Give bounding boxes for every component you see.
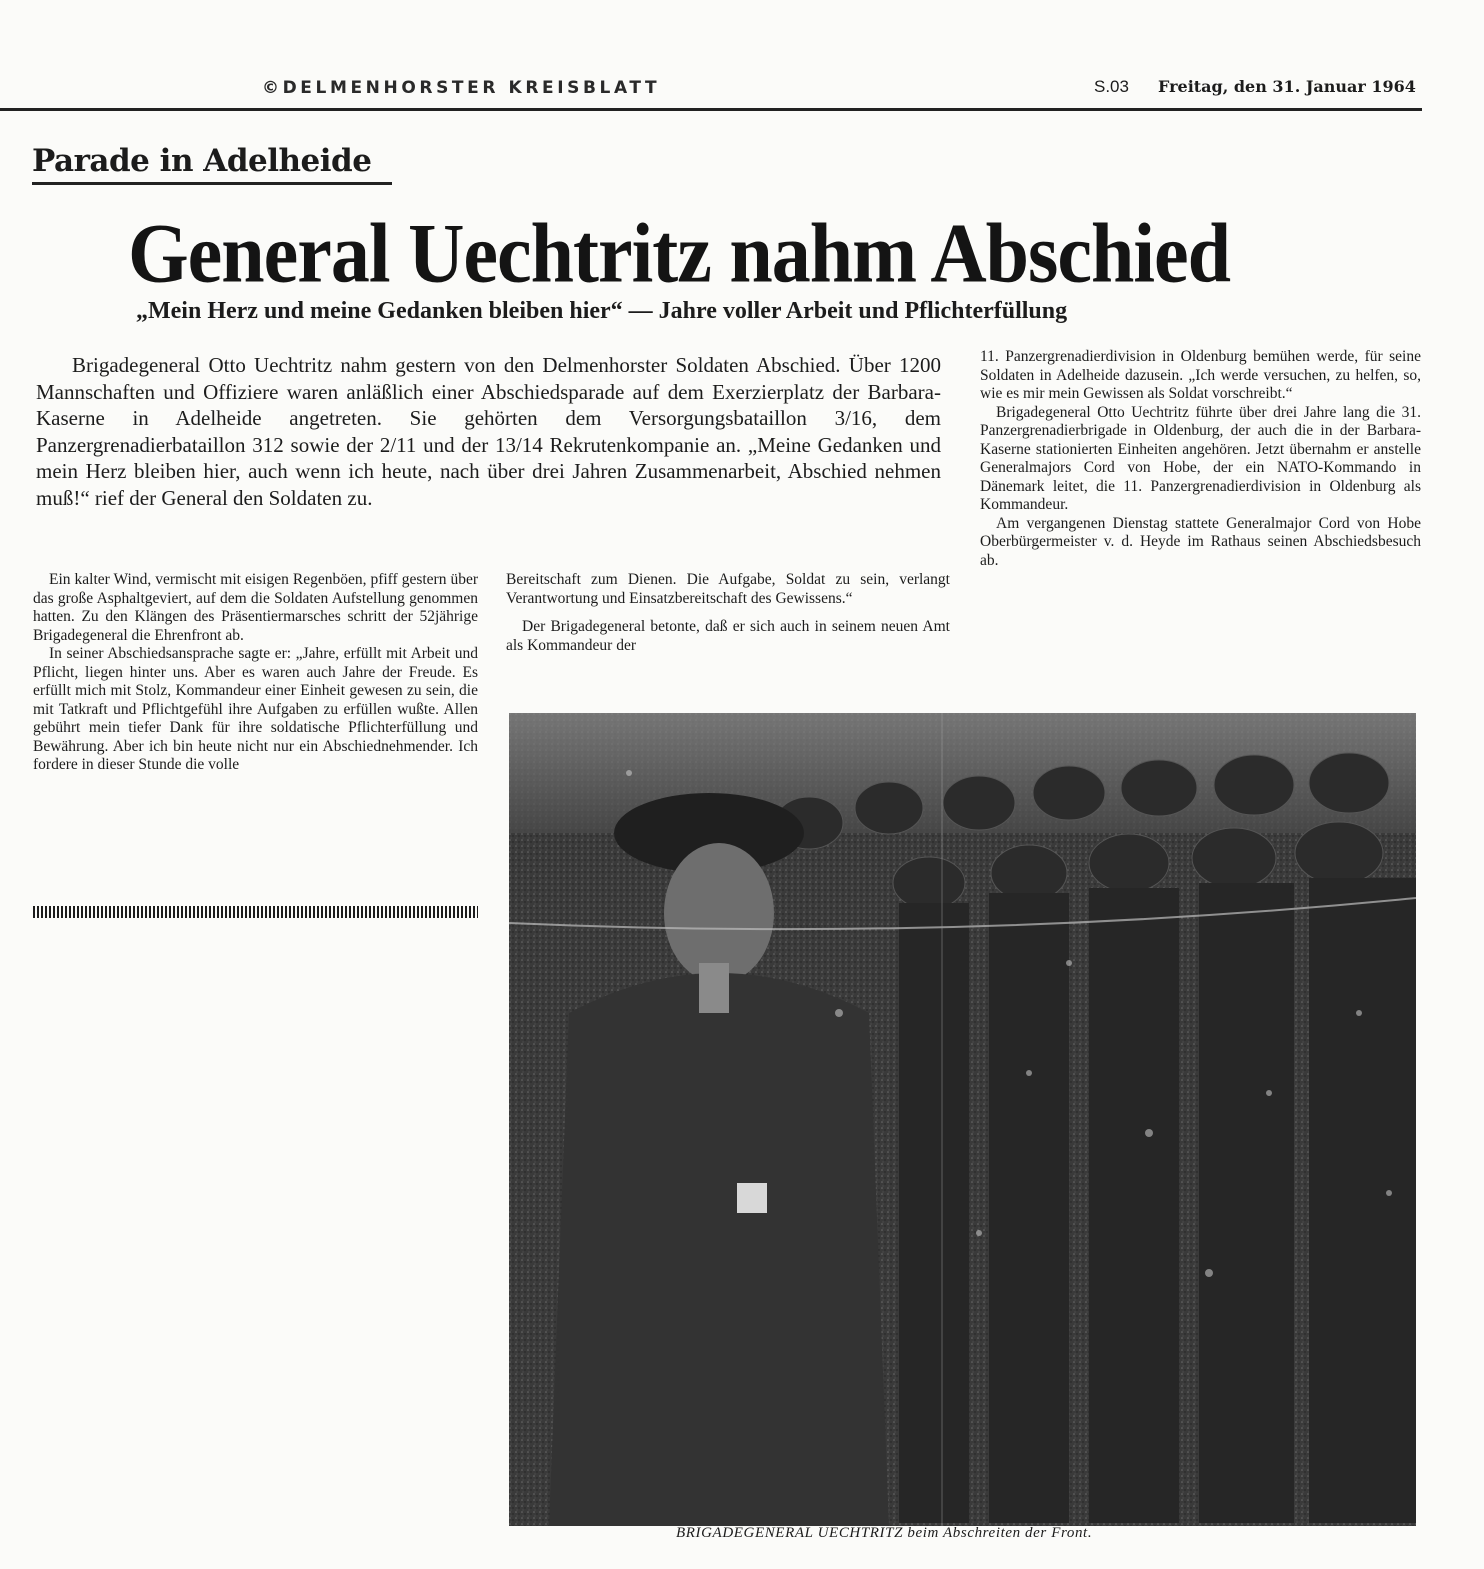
paragraph: In seiner Abschiedsansprache sagte er: „Jahre, erfüllt mit Arbeit und Pflicht, liegen hinter uns. Aber es waren auch Jahre der Freude. Es erfüllt mich mit Stolz, Kommandeur einer Einheit gewesen zu sein, die mit Tatkraft und Pflichtgefühl ihre Aufgaben zu erfüllen wußte. Allen gebührt mein tiefer Dank für ihre soldatische Pflichterfüllung und Bewährung. Aber ich bin heute nicht nur ein Abschiednehmender. Ich fordere in dieser Stunde die volle <box>33 645 478 773</box>
press-photo <box>509 713 1416 1526</box>
lead-paragraph: Brigadegeneral Otto Uechtritz nahm gestern von den Delmenhorster Soldaten Abschied. Über 1200 Mannschaften und Offiziere waren anläßlich einer Abschiedsparade auf dem Exerzierplatz der Barbara-Kaserne in Adelheide angetreten. Sie gehörten dem Versorgungsbataillon 3/16, dem Panzergrenadierbataillon 312 sowie der 2/11 und der 13/14 Rekrutenkompanie an. „Meine Gedanken und mein Herz bleiben hier, auch wenn ich heute, nach über drei Jahren Zusammenarbeit, Abschied nehmen muß!“ rief der General den Soldaten zu. <box>36 353 941 510</box>
column-right <box>980 348 1421 570</box>
photo-caption: BRIGADEGENERAL UECHTRITZ beim Abschreiten der Front. <box>676 1525 1093 1541</box>
article-headline: General Uechtritz nahm Abschied <box>128 206 1231 301</box>
kicker-underline <box>32 182 392 185</box>
photo-graphic <box>509 713 1416 1526</box>
paragraph: 11. Panzergrenadierdivision in Oldenburg bemühen werde, für seine Soldaten in Adelheide dazusein. „Ich werde versuchen, zu helfen, so, wie es mir mein Gewissen als Soldat vorschreibt.“ <box>980 348 1421 402</box>
newspaper-masthead: ©DELMENHORSTER KREISBLATT <box>262 78 661 98</box>
article-kicker: Parade in Adelheide <box>32 143 372 179</box>
paragraph: Ein kalter Wind, vermischt mit eisigen Regenböen, pfiff gestern über das große Asphaltgeviert, auf dem die Soldaten Aufstellung genommen hatten. Zu den Klängen des Präsentiermarsches schritt der 52jährige Brigadegeneral die Ehrenfront ab. <box>33 571 478 644</box>
paragraph: Bereitschaft zum Dienen. Die Aufgabe, Soldat zu sein, verlangt Verantwortung und Einsatzbereitschaft des Gewissens.“ <box>506 571 950 607</box>
paragraph: Am vergangenen Dienstag stattete Generalmajor Cord von Hobe Oberbürgermeister v. d. Heyde im Rathaus seinen Abschiedsbesuch ab. <box>980 514 1421 569</box>
paragraph: Brigadegeneral Otto Uechtritz führte über drei Jahre lang die 31. Panzergrenadierbrigade in Oldenburg, der auch die in der Barbara-Kaserne stationierten Einheiten angehören. Jetzt übernahm er anstelle Generalmajors Cord von Hobe, der ein NATO-Kommando in Dänemark leitet, die 11. Panzergrenadierdivision in Oldenburg als Kommandeur. <box>980 403 1421 513</box>
header-rule <box>0 108 1422 111</box>
column-left <box>33 571 478 775</box>
article-subheadline: „Mein Herz und meine Gedanken bleiben hier“ — Jahre voller Arbeit und Pflichterfüllung <box>136 298 1068 324</box>
issue-date: Freitag, den 31. Januar 1964 <box>1158 77 1416 96</box>
column-middle <box>506 571 950 655</box>
page-number: S.03 <box>1094 77 1129 96</box>
column-end-mark <box>33 906 478 918</box>
paragraph: Der Brigadegeneral betonte, daß er sich auch in seinem neuen Amt als Kommandeur der <box>506 618 950 654</box>
